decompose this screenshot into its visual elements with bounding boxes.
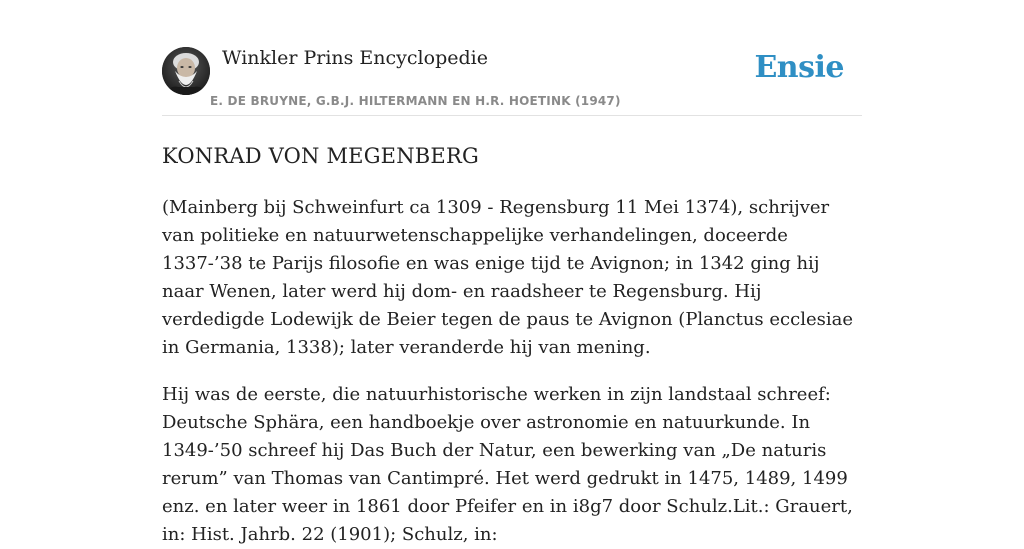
authors-line: E. DE BRUYNE, G.B.J. HILTERMANN EN H.R. HOETINK (1947) <box>210 94 621 108</box>
entry-paragraph: (Mainberg bij Schweinfurt ca 1309 - Regensburg 11 Mei 1374), schrijver van politieke en natuurwetenschappelijke verhandelingen, doceerde 1337-’38 te Parijs filosofie en was enige tijd te Avignon; in 1342 ging hij naar Wenen, later werd hij dom- en raadsheer te Regensburg. Hij verdedigde Lodewijk de Beier tegen de paus te Avignon (Planctus ecclesiae in Germania, 1338); later veranderde hij van mening. <box>162 197 853 358</box>
entry-header <box>162 0 862 116</box>
portrait-photo-icon <box>162 47 210 95</box>
ensie-logo-link[interactable]: Ensie <box>754 50 844 85</box>
avatar <box>162 47 210 95</box>
page <box>162 0 862 549</box>
entry-paragraph: Hij was de eerste, die natuurhistorische werken in zijn landstaal schreef: Deutsche Sphära, een handboekje over astronomie en natuurkunde. In 1349-’50 schreef hij Das Buch der Natur, een bewerking van „De naturis rerum” van Thomas van Cantimpré. Het werd gedrukt in 1475, 1489, 1499 enz. en later weer in 1861 door Pfeifer en in i8g7 door Schulz.Lit.: Grauert, in: Hist. Jahrb. 22 (1901); Schulz, in: <box>162 384 853 545</box>
entry-title: KONRAD VON MEGENBERG <box>162 144 479 168</box>
source-title[interactable]: Winkler Prins Encyclopedie <box>222 47 488 69</box>
entry-body <box>162 194 862 549</box>
